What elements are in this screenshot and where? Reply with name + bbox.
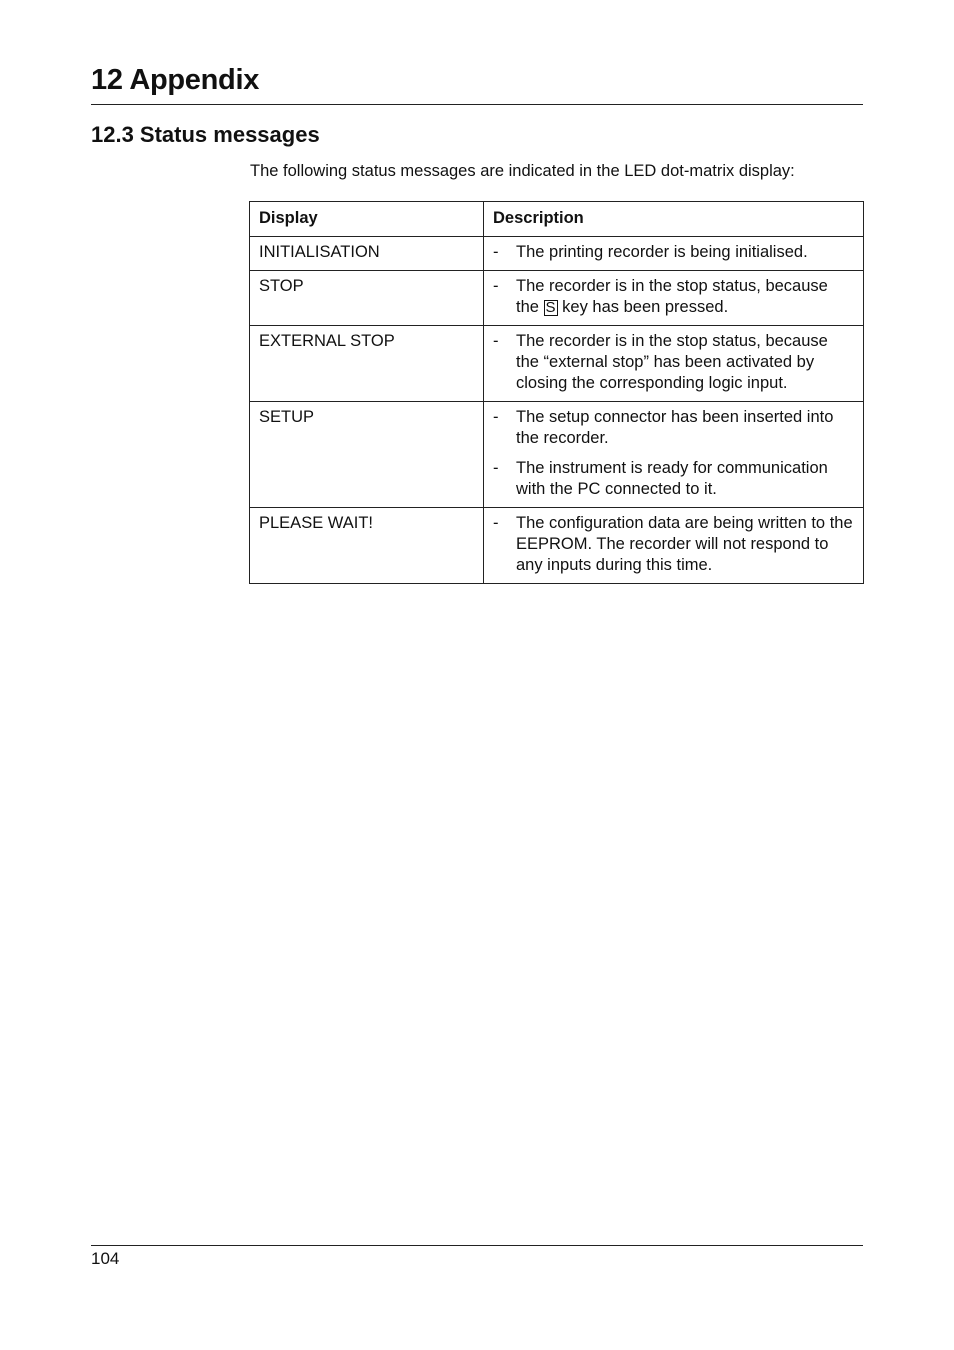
text-after-key: key has been pressed. (562, 298, 729, 316)
description-cell (484, 271, 864, 326)
dash-marker: - (493, 332, 499, 350)
list-item (493, 242, 854, 263)
section-title: 12.3 Status messages (91, 122, 320, 147)
s-key-icon: S (545, 299, 556, 316)
display-cell: EXTERNAL STOP (250, 326, 484, 402)
display-cell: SETUP (250, 402, 484, 508)
footer-divider (91, 1245, 863, 1246)
table-row (250, 237, 864, 271)
page-number: 104 (91, 1249, 120, 1268)
display-cell: PLEASE WAIT! (250, 508, 484, 584)
chapter-title: 12 Appendix (91, 64, 260, 96)
description-cell (484, 508, 864, 584)
table-row (250, 508, 864, 584)
description-text: The setup connector has been inserted into the recorder. (516, 408, 834, 447)
list-item (493, 513, 854, 576)
description-text: The printing recorder is being initialised. (516, 243, 808, 261)
dash-marker: - (493, 408, 499, 426)
description-text: The recorder is in the stop status, because the “external stop” has been activated by closing the corresponding logic input. (516, 332, 828, 392)
table-header-row (250, 202, 864, 237)
description-text (516, 276, 854, 318)
list-item (493, 331, 854, 394)
section-intro: The following status messages are indicated in the LED dot-matrix display: (250, 162, 795, 180)
list-item (493, 458, 854, 500)
dash-marker: - (493, 459, 499, 477)
display-cell: INITIALISATION (250, 237, 484, 271)
table-row (250, 326, 864, 402)
description-cell (484, 237, 864, 271)
description-cell (484, 402, 864, 508)
column-header-description: Description (484, 202, 864, 237)
text-before-key: The recorder is in the stop status, because the (516, 277, 828, 316)
dash-marker: - (493, 514, 499, 532)
description-text: The instrument is ready for communication with the PC connected to it. (516, 459, 828, 498)
table-row (250, 402, 864, 508)
table-row (250, 271, 864, 326)
description-text: The configuration data are being written to the EEPROM. The recorder will not respond to any inputs during this time. (516, 514, 853, 574)
dash-marker: - (493, 243, 499, 261)
list-item (493, 407, 854, 449)
list-item (493, 276, 854, 318)
status-messages-table (249, 201, 864, 584)
description-cell (484, 326, 864, 402)
chapter-divider (91, 104, 863, 105)
display-cell: STOP (250, 271, 484, 326)
column-header-display: Display (250, 202, 484, 237)
dash-marker: - (493, 277, 499, 295)
